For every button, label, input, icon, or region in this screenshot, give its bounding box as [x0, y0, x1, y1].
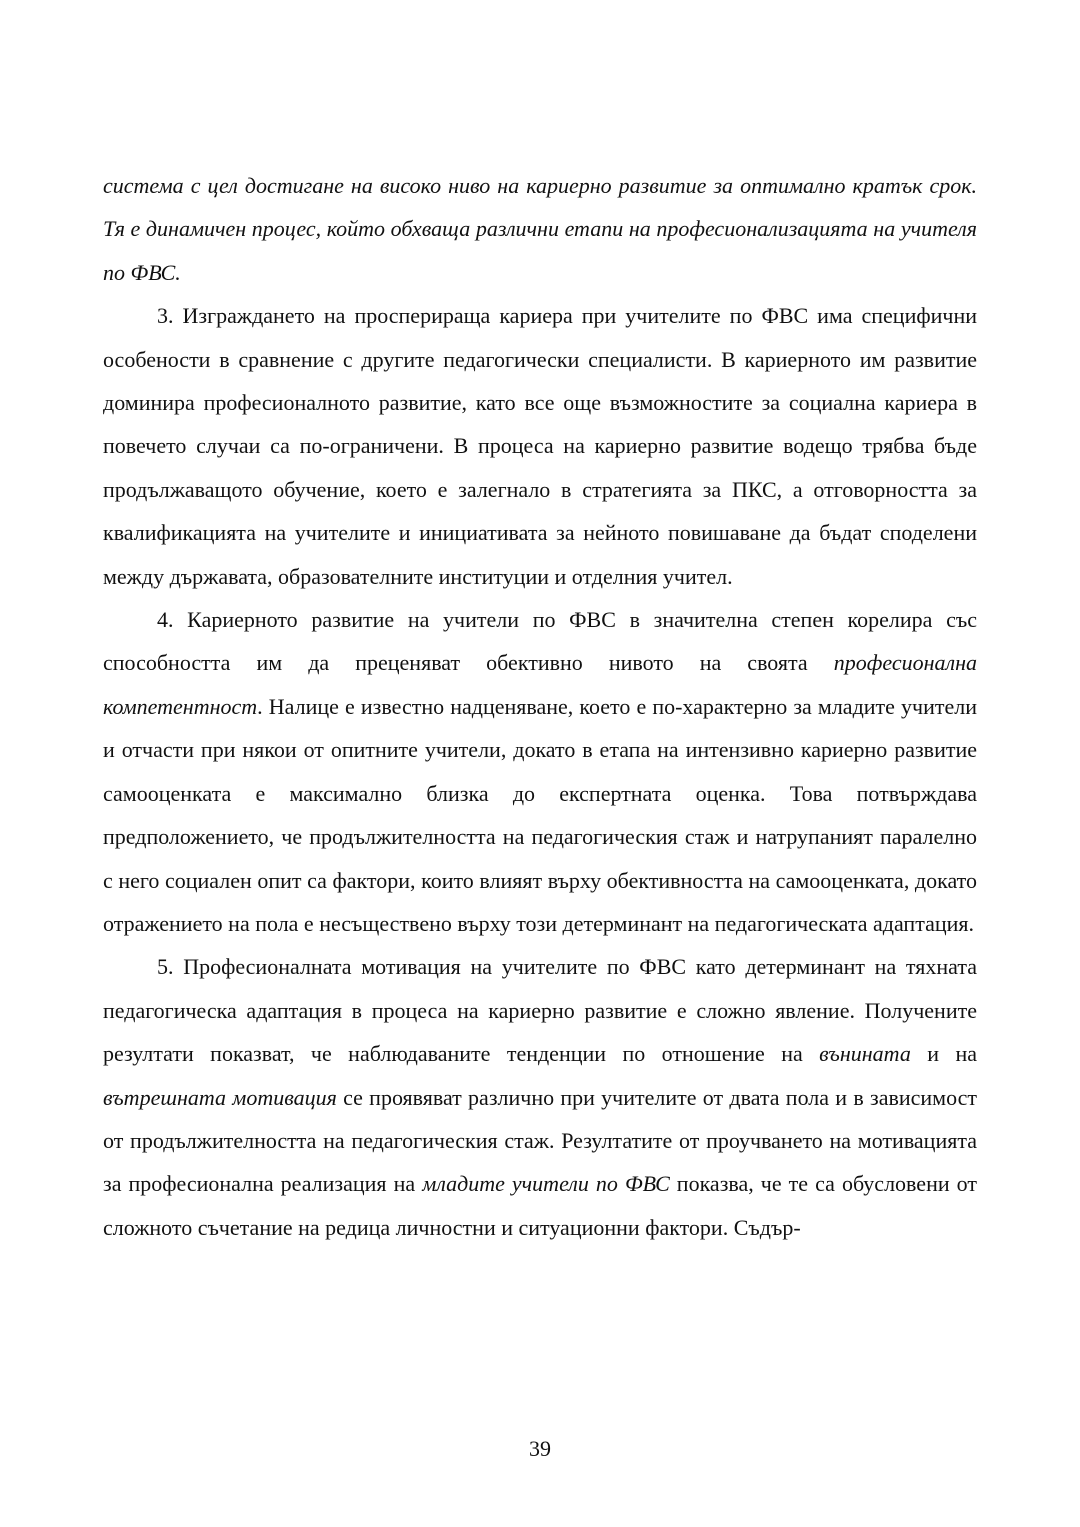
emphasis-young-teachers: младите учители по ФВС: [422, 1171, 670, 1197]
paragraph-point-4: [103, 598, 977, 945]
paragraph-point-5-text-a: 5. Професионалната мотивация на учителите по ФВС като детерминант на тяхната педагогическа адаптация в процеса на кариерно развитие е сложно явление. Получените резултати показват, че наблюдаваните тенденции по отношение на: [103, 954, 977, 1067]
paragraph-point-4-text-a: 4. Кариерното развитие на учители по ФВС в значителна степен корелира със способността им да преценяват обективно нивото на своята: [103, 607, 977, 676]
paragraph-point-3: 3. Изграждането на просперираща кариера при учителите по ФВС има специфични особености в сравнение с другите педагогически специалисти. В кариерното им развитие доминира професионалното развитие, като все още възможностите за социална кариера в повечето случаи са по-ограничени. В процеса на кариерно развитие водещо трябва бъде продължаващото обучение, което е залегнало в стратегията за ПКС, а отговорността за квалификацията на учителите и инициативата за нейното повишаване да бъдат споделени между държавата, образователните институции и отделния учител.: [103, 303, 977, 589]
paragraph-continuation: система с цел достигане на високо ниво на кариерно развитие за оптимално кратък срок. Тя е динамичен процес, който обхваща различни етапи на професионализацията на учителя по ФВС.: [103, 173, 977, 285]
paragraph-point-5-text-c: се проявяват различно при учителите от двата пола и в зависимост от продължителността на педагогическия стаж. Резултатите от проучването на мотивацията за професионална реализация на: [103, 1084, 978, 1197]
page-body: [103, 164, 977, 1249]
paragraph-point-4-text-b: . Налице е известно надценяване, което е по-характерно за младите учители и отчасти при някои от опитните учители, докато в етапа на интензивно кариерно развитие самооценката е максимално близка до експертната оценка. Това потвърждава предположението, че продължителността на педагогическия стаж и натрупаният паралелно с него социален опит са фактори, които влияят върху обективността на самооценката, докато отражението на пола е несъществено върху този детерминант на педагогическата адаптация.: [103, 693, 977, 936]
paragraph-point-5-text-d: показва, че те са обусловени от сложното съчетание на редица личностни и ситуационни фактори. Съдър-: [103, 1171, 977, 1240]
paragraph-point-5-text-b: и на: [910, 1041, 978, 1067]
emphasis-external: вънината: [819, 1041, 911, 1067]
emphasis-internal-motivation: вътрешната мотивация: [103, 1084, 337, 1110]
emphasis-professional-competence: професионална компетентност: [103, 650, 977, 719]
page-number: 39: [529, 1436, 551, 1461]
paragraph-point-5: [103, 945, 977, 1249]
